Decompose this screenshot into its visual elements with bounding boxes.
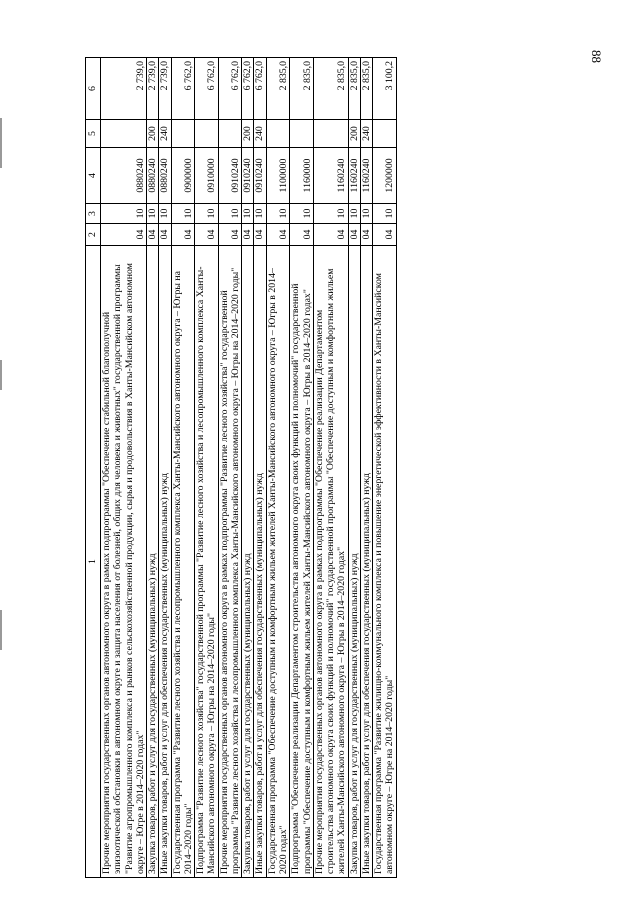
section-code: 04 <box>147 224 159 246</box>
subsection-code: 10 <box>254 204 266 224</box>
row-description: Иные закупки товаров, работ и услуг для обеспечения государственных (муниципальных) нужд <box>360 246 372 878</box>
row-description: Государственная программа "Развитие лесного хозяйства и лесопромышленного комплекса Ханты-Мансийского автономного округа – Югры на 2014–2020 годы" <box>171 246 195 878</box>
target-article-code: 0880240 <box>147 148 159 204</box>
target-article-code: 0880240 <box>101 148 147 204</box>
section-code: 04 <box>313 224 348 246</box>
row-description: Прочие мероприятия государственных органов автономного округа в рамках подпрограммы "Развитие лесного хозяйства" государственной программы "Развитие лесного хозяйства и лесопромышленного комплекса Ханты-Мансийского автономного округа – Югры на 2014–2020 годы" <box>218 246 242 878</box>
row-description: Закупка товаров, работ и услуг для государственных (муниципальных) нужд <box>242 246 254 878</box>
subsection-code: 10 <box>360 204 372 224</box>
row-description: Государственная программа "Обеспечение доступным и комфортным жильем жителей Ханты-Мансийского автономного округа – Югры в 2014–2020 годах" <box>266 246 290 878</box>
section-code: 04 <box>254 224 266 246</box>
amount: 2 835,0 <box>290 58 314 120</box>
section-code: 04 <box>101 224 147 246</box>
section-code: 04 <box>159 224 171 246</box>
rotated-page <box>85 58 550 878</box>
target-article-code: 1160240 <box>360 148 372 204</box>
section-code: 04 <box>171 224 195 246</box>
budget-table <box>85 57 397 878</box>
expense-type-code <box>373 120 397 148</box>
row-description: Подпрограмма "Обеспечение реализации Департаментом строительства автономного округа своих функций и полномочий" государственной программы "Обеспечение доступным и комфортным жильем жителей Ханты-Мансийского автономного округа – Югры в 2014–2020 годах" <box>290 246 314 878</box>
expense-type-code <box>290 120 314 148</box>
amount: 6 762,0 <box>218 58 242 120</box>
subsection-code: 10 <box>290 204 314 224</box>
table-row <box>254 58 266 878</box>
target-article-code: 0910000 <box>195 148 219 204</box>
expense-type-code: 200 <box>348 120 360 148</box>
target-article-code: 0910240 <box>218 148 242 204</box>
amount: 6 762,0 <box>242 58 254 120</box>
table-row <box>290 58 314 878</box>
table-row <box>171 58 195 878</box>
expense-type-code <box>218 120 242 148</box>
scan-mark <box>0 610 2 650</box>
amount: 2 835,0 <box>313 58 348 120</box>
row-description: Подпрограмма "Развитие лесного хозяйства" государственной программы "Развитие лесного хозяйства и лесопромышленного комплекса Ханты-Мансийского автономного округа – Югры на 2014–2020 годы" <box>195 246 219 878</box>
target-article-code: 0910240 <box>254 148 266 204</box>
subsection-code: 10 <box>348 204 360 224</box>
table-row <box>360 58 372 878</box>
scan-mark <box>0 360 2 390</box>
target-article-code: 0910240 <box>242 148 254 204</box>
table-row <box>242 58 254 878</box>
amount: 2 835,0 <box>348 58 360 120</box>
expense-type-code <box>195 120 219 148</box>
subsection-code: 10 <box>266 204 290 224</box>
section-code: 04 <box>218 224 242 246</box>
section-code: 04 <box>290 224 314 246</box>
row-description: Государственная программа "Развитие жилищно-коммунального комплекса и повышение энергетической эффективности в Ханты-Мансийском автономном округе – Югре на 2014–2020 годы" <box>373 246 397 878</box>
column-header-2: 2 <box>86 224 101 246</box>
table-row <box>348 58 360 878</box>
subsection-code: 10 <box>242 204 254 224</box>
section-code: 04 <box>242 224 254 246</box>
column-header-1: 1 <box>86 246 101 878</box>
subsection-code: 10 <box>171 204 195 224</box>
expense-type-code <box>313 120 348 148</box>
column-header-6: 6 <box>86 58 101 120</box>
target-article-code: 1160240 <box>348 148 360 204</box>
subsection-code: 10 <box>101 204 147 224</box>
row-description: Закупка товаров, работ и услуг для государственных (муниципальных) нужд <box>147 246 159 878</box>
row-description: Иные закупки товаров, работ и услуг для обеспечения государственных (муниципальных) нужд <box>254 246 266 878</box>
amount: 2 739,0 <box>101 58 147 120</box>
column-header-5: 5 <box>86 120 101 148</box>
amount: 3 100,2 <box>373 58 397 120</box>
section-code: 04 <box>266 224 290 246</box>
subsection-code: 10 <box>147 204 159 224</box>
table-row <box>218 58 242 878</box>
target-article-code: 0880240 <box>159 148 171 204</box>
section-code: 04 <box>195 224 219 246</box>
subsection-code: 10 <box>313 204 348 224</box>
row-description: Иные закупки товаров, работ и услуг для обеспечения государственных (муниципальных) нужд <box>159 246 171 878</box>
amount: 6 762,0 <box>254 58 266 120</box>
table-row <box>266 58 290 878</box>
table-row <box>159 58 171 878</box>
subsection-code: 10 <box>373 204 397 224</box>
target-article-code: 1160000 <box>290 148 314 204</box>
target-article-code: 1160240 <box>313 148 348 204</box>
expense-type-code: 200 <box>147 120 159 148</box>
column-header-4: 4 <box>86 148 101 204</box>
amount: 2 739,0 <box>159 58 171 120</box>
expense-type-code <box>101 120 147 148</box>
table-row <box>313 58 348 878</box>
subsection-code: 10 <box>218 204 242 224</box>
amount: 2 835,0 <box>266 58 290 120</box>
row-description: Прочие мероприятия государственных органов автономного округа в рамках подпрограммы "Обеспечение стабильной благополучной эпизоотической обстановки в автономном округе и защита населения от болезней, общих для человека и животных" государственной программы "Развитие агропромышленного комплекса и рынков сельскохозяйственной продукции, сырья и продовольствия в Ханты-Мансийском автономном округе – Югре в 2014–2020 годах" <box>101 246 147 878</box>
subsection-code: 10 <box>195 204 219 224</box>
amount: 2 739,0 <box>147 58 159 120</box>
expense-type-code <box>266 120 290 148</box>
row-description: Прочие мероприятия государственных органов автономного округа в рамках подпрограммы "Обеспечение реализации Департаментом строительства автономного округа своих функций и полномочий" государственной программы "Обеспечение доступным и комфортным жильем жителей Ханты-Мансийского автономного округа – Югры в 2014–2020 годах" <box>313 246 348 878</box>
subsection-code: 10 <box>159 204 171 224</box>
scan-mark <box>0 118 2 168</box>
page-number: 88 <box>589 50 604 63</box>
target-article-code: 1200000 <box>373 148 397 204</box>
section-code: 04 <box>360 224 372 246</box>
expense-type-code: 240 <box>254 120 266 148</box>
table-row <box>373 58 397 878</box>
table-row <box>195 58 219 878</box>
amount: 2 835,0 <box>360 58 372 120</box>
amount: 6 762,0 <box>171 58 195 120</box>
expense-type-code: 200 <box>242 120 254 148</box>
table-row <box>101 58 147 878</box>
section-code: 04 <box>373 224 397 246</box>
column-header-3: 3 <box>86 204 101 224</box>
table-row <box>147 58 159 878</box>
expense-type-code: 240 <box>159 120 171 148</box>
amount: 6 762,0 <box>195 58 219 120</box>
target-article-code: 1100000 <box>266 148 290 204</box>
table-header-row <box>86 58 101 878</box>
section-code: 04 <box>348 224 360 246</box>
expense-type-code <box>171 120 195 148</box>
expense-type-code: 240 <box>360 120 372 148</box>
target-article-code: 0900000 <box>171 148 195 204</box>
row-description: Закупка товаров, работ и услуг для государственных (муниципальных) нужд <box>348 246 360 878</box>
